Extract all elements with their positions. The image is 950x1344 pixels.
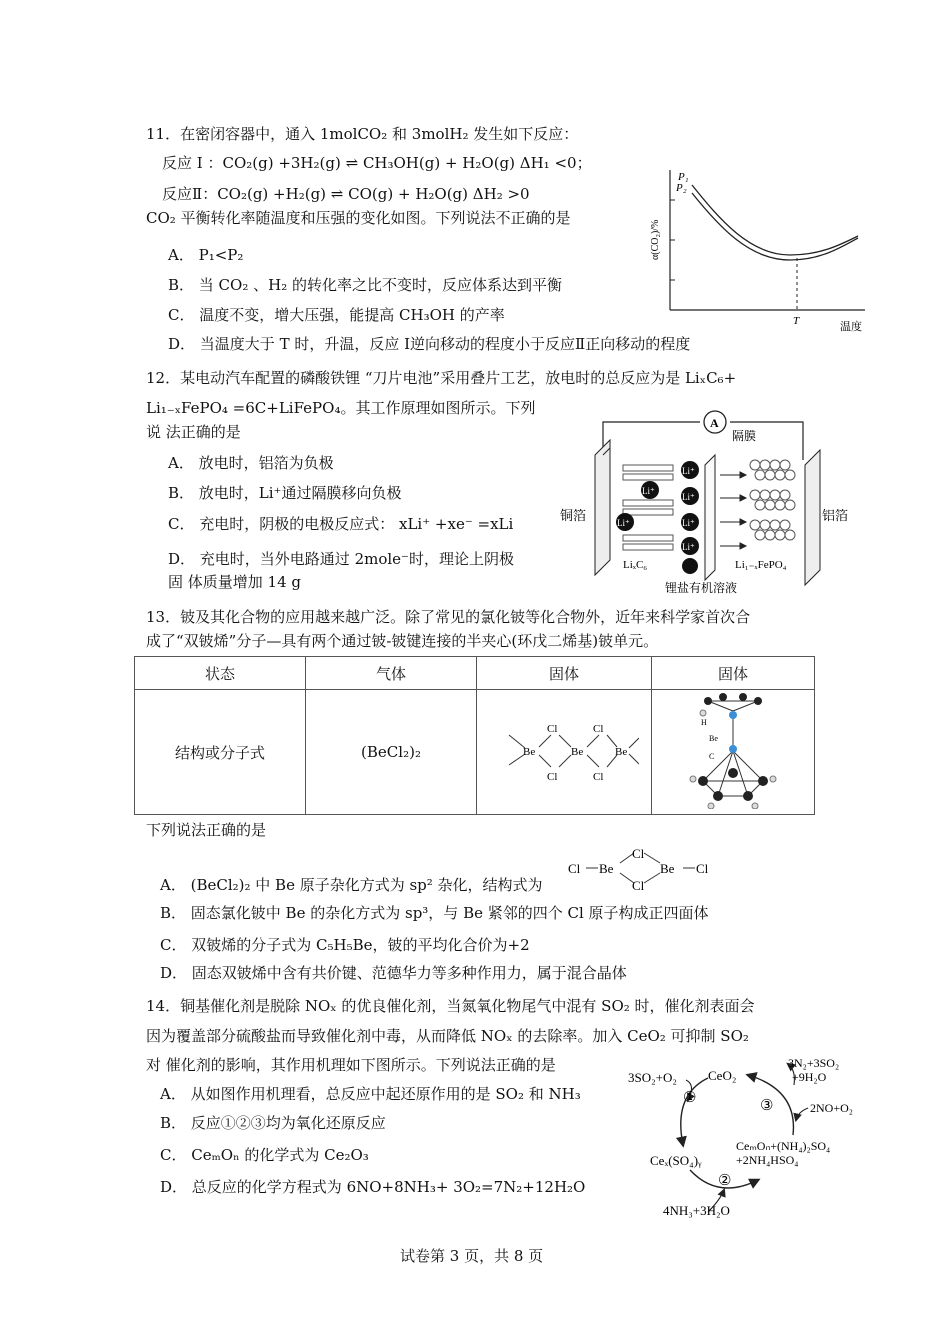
sulfate-label: Ceₓ(SO₄)ᵧ — [650, 1153, 702, 1168]
q14-option-b: B． 反应①②③均为氧化还原反应 — [160, 1114, 386, 1132]
q13-option-a: A． (BeCl₂)₂ 中 Be 原子杂化方式为 sp² 杂化，结构式为 — [160, 876, 543, 894]
product-line2-label: +2NH₄HSO₄ — [736, 1153, 799, 1167]
step-2-label: ② — [718, 1173, 732, 1189]
page-footer: 试卷第 3 页，共 8 页 — [400, 1247, 544, 1265]
q12-option-b: B． 放电时，Li⁺通过隔膜移向负极 — [168, 484, 402, 502]
input-nh3-label: 4NH₃+3H₂O — [663, 1203, 730, 1218]
x-axis-label: 温度 — [840, 321, 862, 333]
q12-stem-line1: 12．某电动汽车配置的磷酸铁锂 “刀片电池”采用叠片工艺，放电时的总反应为是 LiₓC₆+ — [146, 369, 737, 387]
cl-atom: Cl — [568, 861, 581, 876]
cl-atom: Cl — [593, 771, 604, 783]
be-atom: Be — [571, 746, 584, 758]
y-axis-label: α(CO₂)/% — [650, 219, 661, 260]
q12-stem-line3: 说 法正确的是 — [146, 423, 241, 441]
q12-stem-line2: Li₁₋ₓFePO₄ =6C+LiFePO₄。其工作原理如图所示。下列 — [146, 399, 536, 417]
q13-option-c: C． 双铍烯的分子式为 C₅H₅Be，铍的平均化合价为+2 — [160, 936, 530, 954]
input-no-label: 2NO+O₂ — [810, 1101, 853, 1115]
q14-option-a: A． 从如图作用机理看，总反应中起还原作用的是 SO₂ 和 NH₃ — [160, 1085, 581, 1103]
ion-label: Li⁺ — [682, 466, 695, 476]
t-label: T — [793, 315, 800, 327]
c-label: C — [709, 752, 715, 761]
solid-dibenzene-beryllium — [652, 690, 815, 815]
p1-curve — [692, 185, 858, 255]
q13-option-d: D． 固态双铍烯中含有共价键、范德华力等多种作用力，属于混合晶体 — [160, 964, 627, 982]
ion-label: Li⁺ — [682, 542, 695, 552]
q11-lead: CO₂ 平衡转化率随温度和压强的变化如图。下列说法不正确的是 — [146, 209, 571, 227]
gas-formula: (BeCl₂)₂ — [306, 690, 477, 815]
step-1-label: ① — [683, 1090, 697, 1106]
p1-label: P₁ — [678, 171, 689, 183]
ion-label: Li⁺ — [642, 486, 655, 496]
header-gas: 气体 — [306, 657, 477, 690]
q12-battery-diagram — [555, 410, 870, 600]
q11-option-c: C． 温度不变，增大压强，能提高 CH₃OH 的产率 — [168, 306, 505, 324]
be-atom: Be — [615, 746, 628, 758]
be-atom: Be — [523, 746, 536, 758]
ion-label: Li⁺ — [682, 518, 695, 528]
cl-atom: Cl — [632, 878, 645, 893]
anode-material-label: LiₓC₆ — [623, 559, 648, 571]
q13-lead: 下列说法正确的是 — [146, 821, 267, 839]
q13-stem-line2: 成了“双铍烯”分子—具有两个通过铍-铍键连接的半夹心(环戊二烯基)铍单元。 — [146, 632, 659, 650]
q12-option-a: A． 放电时，铝箔为负极 — [168, 454, 334, 472]
q13-stem-line1: 13．铍及其化合物的应用越来越广泛。除了常见的氯化铍等化合物外，近年来科学家首次合 — [146, 608, 751, 626]
q14-option-d: D． 总反应的化学方程式为 6NO+8NH₃+ 3O₂=7N₂+12H₂O — [160, 1178, 586, 1196]
becl2-chain-structure — [489, 710, 639, 790]
output-n2-label: 3N₂+3SO₂ — [788, 1056, 840, 1070]
q13-table — [134, 656, 815, 815]
q14-stem-line3: 对 催化剂的影响，其作用机理如下图所示。下列说法正确的是 — [146, 1056, 556, 1074]
copper-foil-label: 铜箔 — [560, 508, 587, 523]
be-atom: Be — [599, 861, 614, 876]
q12-option-d: D． 充电时，当外电路通过 2mole⁻时，理论上阴极 — [168, 550, 514, 568]
q14-stem-line1: 14．铜基催化剂是脱除 NOₓ 的优良催化剂，当氮氧化物尾气中混有 SO₂ 时，催化剂表面会 — [146, 997, 755, 1015]
q11-option-a: A． P₁<P₂ — [168, 246, 244, 264]
h-label: H — [701, 718, 707, 727]
becl2-dimer-structure — [568, 843, 718, 893]
ion-label: Li⁺ — [682, 492, 695, 502]
cl-atom: Cl — [547, 771, 558, 783]
cl-atom: Cl — [547, 723, 558, 735]
aluminum-foil-label: 铝箔 — [822, 508, 849, 523]
product-line1-label: CeₘOₙ+(NH₄)₂SO₄ — [736, 1139, 831, 1153]
q11-stem: 11．在密闭容器中，通入 1molCO₂ 和 3molH₂ 发生如下反应： — [146, 125, 579, 143]
q14-option-c: C． CeₘOₙ 的化学式为 Ce₂O₃ — [160, 1146, 369, 1164]
output-h2o-label: +9H₂O — [792, 1070, 827, 1084]
cathode-material-label: Li₁₋ₓFePO₄ — [735, 559, 787, 571]
header-solid-1: 固体 — [477, 657, 652, 690]
diberyllocene-molecule — [673, 691, 793, 809]
electrolyte-label: 锂盐有机溶液 — [665, 581, 738, 595]
q11-reaction-1: 反应 Ⅰ ：CO₂(g) +3H₂(g) ⇌ CH₃OH(g) + H₂O(g) ΔH₁ <0； — [162, 154, 592, 172]
q13-option-b: B． 固态氯化铍中 Be 的杂化方式为 sp³，与 Be 紧邻的四个 Cl 原子构成正四面体 — [160, 904, 709, 922]
cl-atom: Cl — [696, 861, 709, 876]
q11-conversion-graph — [640, 160, 880, 340]
solid-becl2-chain — [477, 690, 652, 815]
q11-option-d: D． 当温度大于 T 时，升温，反应 Ⅰ逆向移动的程度小于反应Ⅱ正向移动的程度 — [168, 335, 691, 353]
p2-label: P₂ — [676, 182, 687, 194]
cl-atom: Cl — [593, 723, 604, 735]
lithium-ions — [616, 461, 699, 574]
p2-curve — [692, 193, 858, 260]
membrane-label: 隔膜 — [732, 429, 757, 443]
header-state: 状态 — [135, 657, 306, 690]
q12-option-d-cont: 固 体质量增加 14 g — [168, 573, 301, 591]
ion-label: Li⁺ — [617, 518, 630, 528]
be-label: Be — [709, 734, 718, 743]
cl-atom: Cl — [632, 846, 645, 861]
input-so2-label: 3SO₂+O₂ — [628, 1070, 677, 1085]
ceo2-label: CeO₂ — [708, 1068, 737, 1083]
q12-option-c: C． 充电时，阴极的电极反应式： xLi⁺ +xe⁻ =xLi — [168, 515, 514, 533]
q11-reaction-2: 反应Ⅱ：CO₂(g) +H₂(g) ⇌ CO(g) + H₂O(g) ΔH₂ >0 — [162, 185, 530, 203]
header-solid-2: 固体 — [652, 657, 815, 690]
step-3-label: ③ — [760, 1098, 774, 1114]
q14-stem-line2: 因为覆盖部分硫酸盐而导致催化剂中毒，从而降低 NOₓ 的去除率。加入 CeO₂ 可抑制 SO₂ — [146, 1027, 749, 1045]
be-atom: Be — [660, 861, 675, 876]
ammeter-label: A — [710, 416, 719, 430]
q14-cycle-diagram — [628, 1050, 868, 1222]
row-label: 结构或分子式 — [135, 690, 306, 815]
q11-option-b: B． 当 CO₂ 、H₂ 的转化率之比不变时，反应体系达到平衡 — [168, 276, 562, 294]
